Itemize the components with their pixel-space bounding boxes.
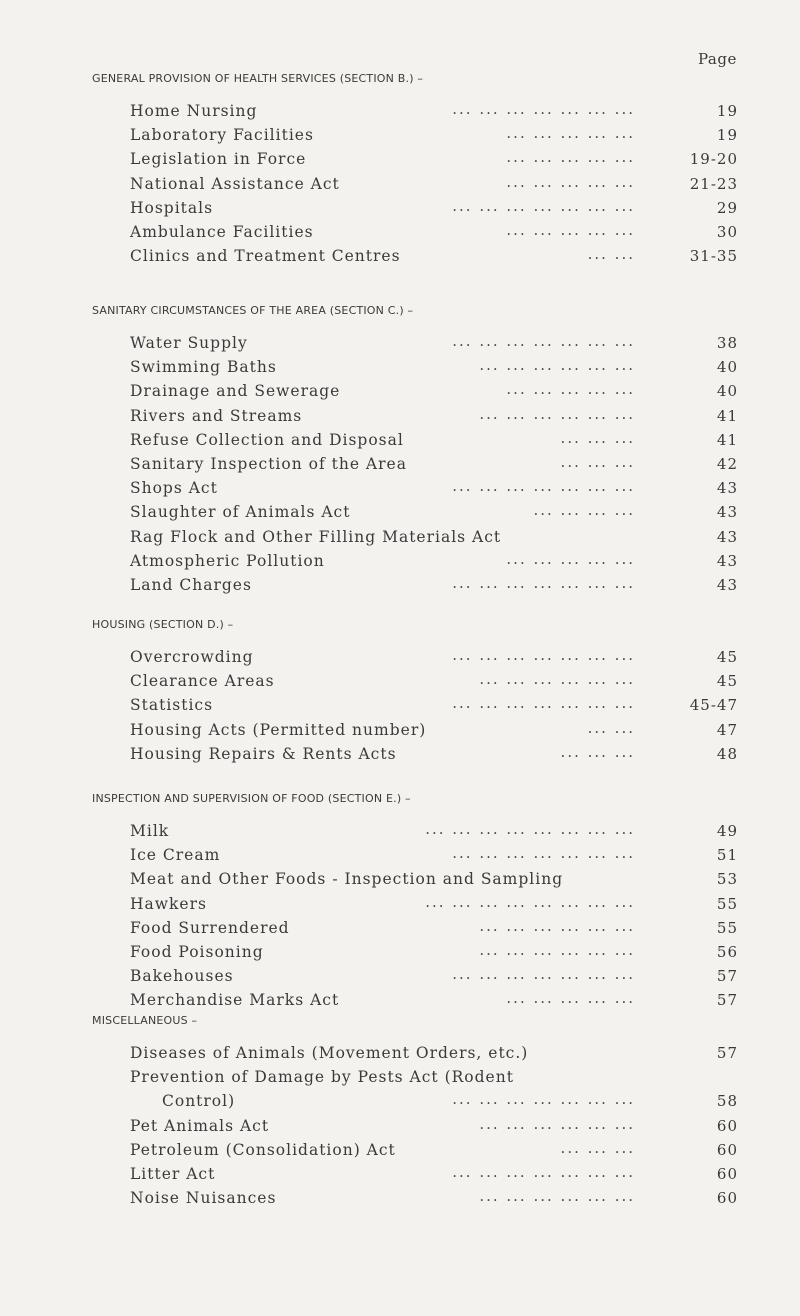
dot-leader: ... ... ...	[560, 453, 635, 471]
entry-label: Noise Nuisances	[130, 1189, 277, 1208]
dot-leader: ... ... ... ... ... ... ...	[452, 1090, 635, 1109]
entry-page-number: 60	[716, 1116, 738, 1135]
dot-leader: ... ... ...	[560, 1138, 635, 1157]
index-entry	[0, 382, 800, 406]
entry-page-number: 43	[716, 576, 738, 594]
index-entry	[0, 648, 800, 672]
dot-leader: ... ... ... ... ... ...	[479, 356, 635, 375]
index-entry	[0, 870, 800, 894]
dot-leader: ... ... ... ... ... ... ...	[452, 477, 635, 496]
index-entry	[0, 943, 800, 967]
index-entry	[0, 150, 800, 174]
entry-label: Hospitals	[130, 198, 214, 217]
dot-leader: ... ... ... ... ...	[506, 148, 635, 167]
index-entry	[0, 358, 800, 382]
index-entry	[0, 1189, 800, 1213]
dot-leader: ... ... ... ... ... ... ...	[452, 844, 635, 863]
entry-page-number: 41	[716, 430, 738, 449]
entry-page-number: 53	[716, 870, 738, 889]
entry-page-number: 55	[716, 894, 738, 913]
dot-leader: ... ... ... ... ... ... ...	[452, 965, 635, 984]
entry-label: Food Poisoning	[130, 943, 264, 961]
index-entry	[0, 102, 800, 126]
entry-label: Clearance Areas	[130, 672, 275, 691]
entry-label: Refuse Collection and Disposal	[130, 430, 404, 449]
entry-label: Hawkers	[130, 894, 207, 913]
dot-leader: ... ... ... ... ...	[506, 380, 635, 399]
entry-label: Meat and Other Foods - Inspection and Sampling	[130, 870, 564, 889]
entry-page-number: 60	[716, 1140, 738, 1159]
entry-label: Food Surrendered	[130, 918, 290, 937]
index-entry	[0, 223, 800, 247]
dot-leader: ... ... ... ... ... ... ...	[452, 646, 635, 664]
dot-leader: ... ... ... ... ... ... ...	[452, 574, 635, 592]
entry-page-number: 45-47	[689, 696, 738, 715]
dot-leader: ... ... ... ... ... ...	[479, 670, 635, 689]
index-entry	[0, 404, 800, 431]
entry-label: Pet Animals Act	[130, 1116, 270, 1135]
dot-leader: ... ... ... ... ... ...	[479, 941, 635, 959]
dot-leader: ... ... ... ... ... ...	[479, 916, 635, 935]
entry-page-number: 40	[716, 382, 738, 401]
entry-label: Prevention of Damage by Pests Act (Rodent	[130, 1068, 514, 1087]
index-entry	[0, 126, 800, 150]
index-entry	[0, 1114, 800, 1141]
entry-page-number: 43	[716, 527, 738, 546]
index-entry	[0, 1138, 800, 1165]
entry-page-number: 43	[716, 479, 738, 498]
entry-label: Laboratory Facilities	[130, 126, 314, 145]
section-title: INSPECTION AND SUPERVISION OF FOOD (SECTION E.) –	[92, 792, 411, 805]
entry-page-number: 48	[716, 744, 738, 763]
entry-label: Bakehouses	[130, 967, 234, 986]
entry-label: Milk	[130, 822, 170, 840]
index-entry	[0, 334, 800, 358]
dot-leader: ... ... ... ... ...	[506, 172, 635, 191]
entry-page-number: 43	[716, 551, 738, 570]
dot-leader: ... ...	[587, 245, 635, 264]
entry-label: Statistics	[130, 696, 214, 715]
entry-page-number: 57	[716, 991, 738, 1010]
entry-label: National Assistance Act	[130, 174, 340, 193]
entry-page-number: 30	[716, 223, 738, 241]
index-entry	[0, 428, 800, 455]
entry-label: Legislation in Force	[130, 150, 307, 169]
dot-leader: ... ...	[587, 718, 635, 737]
entry-label: Control)	[162, 1092, 236, 1111]
entry-label: Rivers and Streams	[130, 406, 303, 425]
entry-label: Clinics and Treatment Centres	[130, 247, 401, 266]
entry-page-number: 57	[716, 1044, 738, 1062]
entry-page-number: 45	[716, 672, 738, 691]
index-entry	[0, 696, 800, 720]
entry-label: Overcrowding	[130, 648, 254, 666]
entry-label: Ice Cream	[130, 846, 221, 865]
dot-leader: ... ... ... ... ...	[506, 989, 635, 1008]
entry-page-number: 41	[716, 406, 738, 425]
entry-page-number: 60	[716, 1189, 738, 1208]
dot-leader: ... ... ... ... ... ... ...	[452, 332, 635, 350]
entry-label: Housing Repairs & Rents Acts	[130, 744, 397, 763]
index-entry	[0, 672, 800, 696]
entry-label: Home Nursing	[130, 102, 258, 120]
entry-label: Land Charges	[130, 576, 252, 594]
dot-leader: ... ... ...	[560, 428, 635, 447]
index-entry	[0, 1092, 800, 1116]
index-entry	[0, 479, 800, 503]
section-title: HOUSING (SECTION D.) –	[92, 618, 234, 631]
entry-label: Atmospheric Pollution	[130, 551, 325, 570]
index-entry	[0, 991, 800, 1015]
entry-page-number: 19-20	[689, 150, 738, 169]
entry-label: Swimming Baths	[130, 358, 277, 377]
index-entry	[0, 742, 800, 769]
dot-leader: ... ... ... ... ... ... ... ...	[425, 820, 635, 838]
entry-page-number: 42	[716, 455, 738, 473]
entry-page-number: 43	[716, 503, 738, 522]
dot-leader: ... ... ... ... ... ...	[479, 404, 635, 423]
index-entry	[0, 967, 800, 991]
index-entry	[0, 718, 800, 745]
entry-page-number: 45	[716, 648, 738, 666]
entry-page-number: 31-35	[689, 247, 738, 266]
index-entry	[0, 916, 800, 943]
index-entry	[0, 455, 800, 479]
dot-leader: ... ... ... ... ... ... ...	[452, 1163, 635, 1181]
entry-page-number: 55	[716, 918, 738, 937]
entry-label: Ambulance Facilities	[130, 223, 314, 241]
dot-leader: ... ... ...	[560, 742, 635, 761]
dot-leader: ... ... ... ... ...	[506, 124, 635, 143]
entry-label: Diseases of Animals (Movement Orders, etc.)	[130, 1044, 529, 1062]
entry-label: Petroleum (Consolidation) Act	[130, 1140, 396, 1159]
entry-page-number: 49	[716, 822, 738, 840]
entry-label: Litter Act	[130, 1165, 216, 1183]
dot-leader: ... ... ... ... ... ...	[479, 1114, 635, 1133]
index-entry	[0, 549, 800, 576]
index-entry	[0, 1165, 800, 1189]
entry-page-number: 58	[716, 1092, 738, 1111]
entry-page-number: 19	[716, 126, 738, 145]
index-entry	[0, 576, 800, 600]
section-title: MISCELLANEOUS –	[92, 1014, 198, 1027]
entry-label: Merchandise Marks Act	[130, 991, 340, 1010]
dot-leader: ... ... ... ... ... ... ...	[452, 100, 635, 118]
entry-page-number: 40	[716, 358, 738, 377]
page-column-heading: Page	[698, 50, 737, 68]
dot-leader: ... ... ... ... ... ...	[479, 1187, 635, 1206]
index-entry	[0, 892, 800, 919]
index-entry	[0, 528, 800, 552]
entry-page-number: 19	[716, 102, 738, 120]
entry-page-number: 38	[716, 334, 738, 352]
index-entry	[0, 172, 800, 199]
dot-leader: ... ... ... ... ... ... ... ...	[425, 892, 635, 911]
dot-leader: ... ... ... ... ... ... ...	[452, 694, 635, 713]
entry-label: Drainage and Sewerage	[130, 382, 341, 401]
entry-label: Housing Acts (Permitted number)	[130, 720, 427, 739]
entry-page-number: 21-23	[689, 174, 738, 193]
entry-label: Sanitary Inspection of the Area	[130, 455, 407, 473]
dot-leader: ... ... ... ... ...	[506, 221, 635, 239]
section-title: GENERAL PROVISION OF HEALTH SERVICES (SECTION B.) –	[92, 72, 424, 85]
section-title: SANITARY CIRCUMSTANCES OF THE AREA (SECTION C.) –	[92, 304, 414, 317]
entry-label: Shops Act	[130, 479, 218, 498]
entry-page-number: 29	[716, 198, 738, 217]
entry-page-number: 51	[716, 846, 738, 865]
entry-page-number: 57	[716, 967, 738, 986]
index-entry	[0, 846, 800, 870]
entry-label: Water Supply	[130, 334, 248, 352]
index-entry	[0, 822, 800, 846]
entry-page-number: 56	[716, 943, 738, 961]
dot-leader: ... ... ... ...	[533, 501, 635, 520]
index-entry	[0, 1068, 800, 1092]
dot-leader: ... ... ... ... ... ... ...	[452, 196, 635, 215]
index-entry	[0, 503, 800, 527]
entry-page-number: 60	[716, 1165, 738, 1183]
dot-leader: ... ... ... ... ...	[506, 549, 635, 568]
entry-label: Rag Flock and Other Filling Materials Act	[130, 527, 502, 546]
index-entry	[0, 196, 800, 223]
entry-page-number: 47	[716, 720, 738, 739]
entry-label: Slaughter of Animals Act	[130, 503, 351, 522]
index-entry	[0, 247, 800, 271]
index-entry	[0, 1044, 800, 1068]
